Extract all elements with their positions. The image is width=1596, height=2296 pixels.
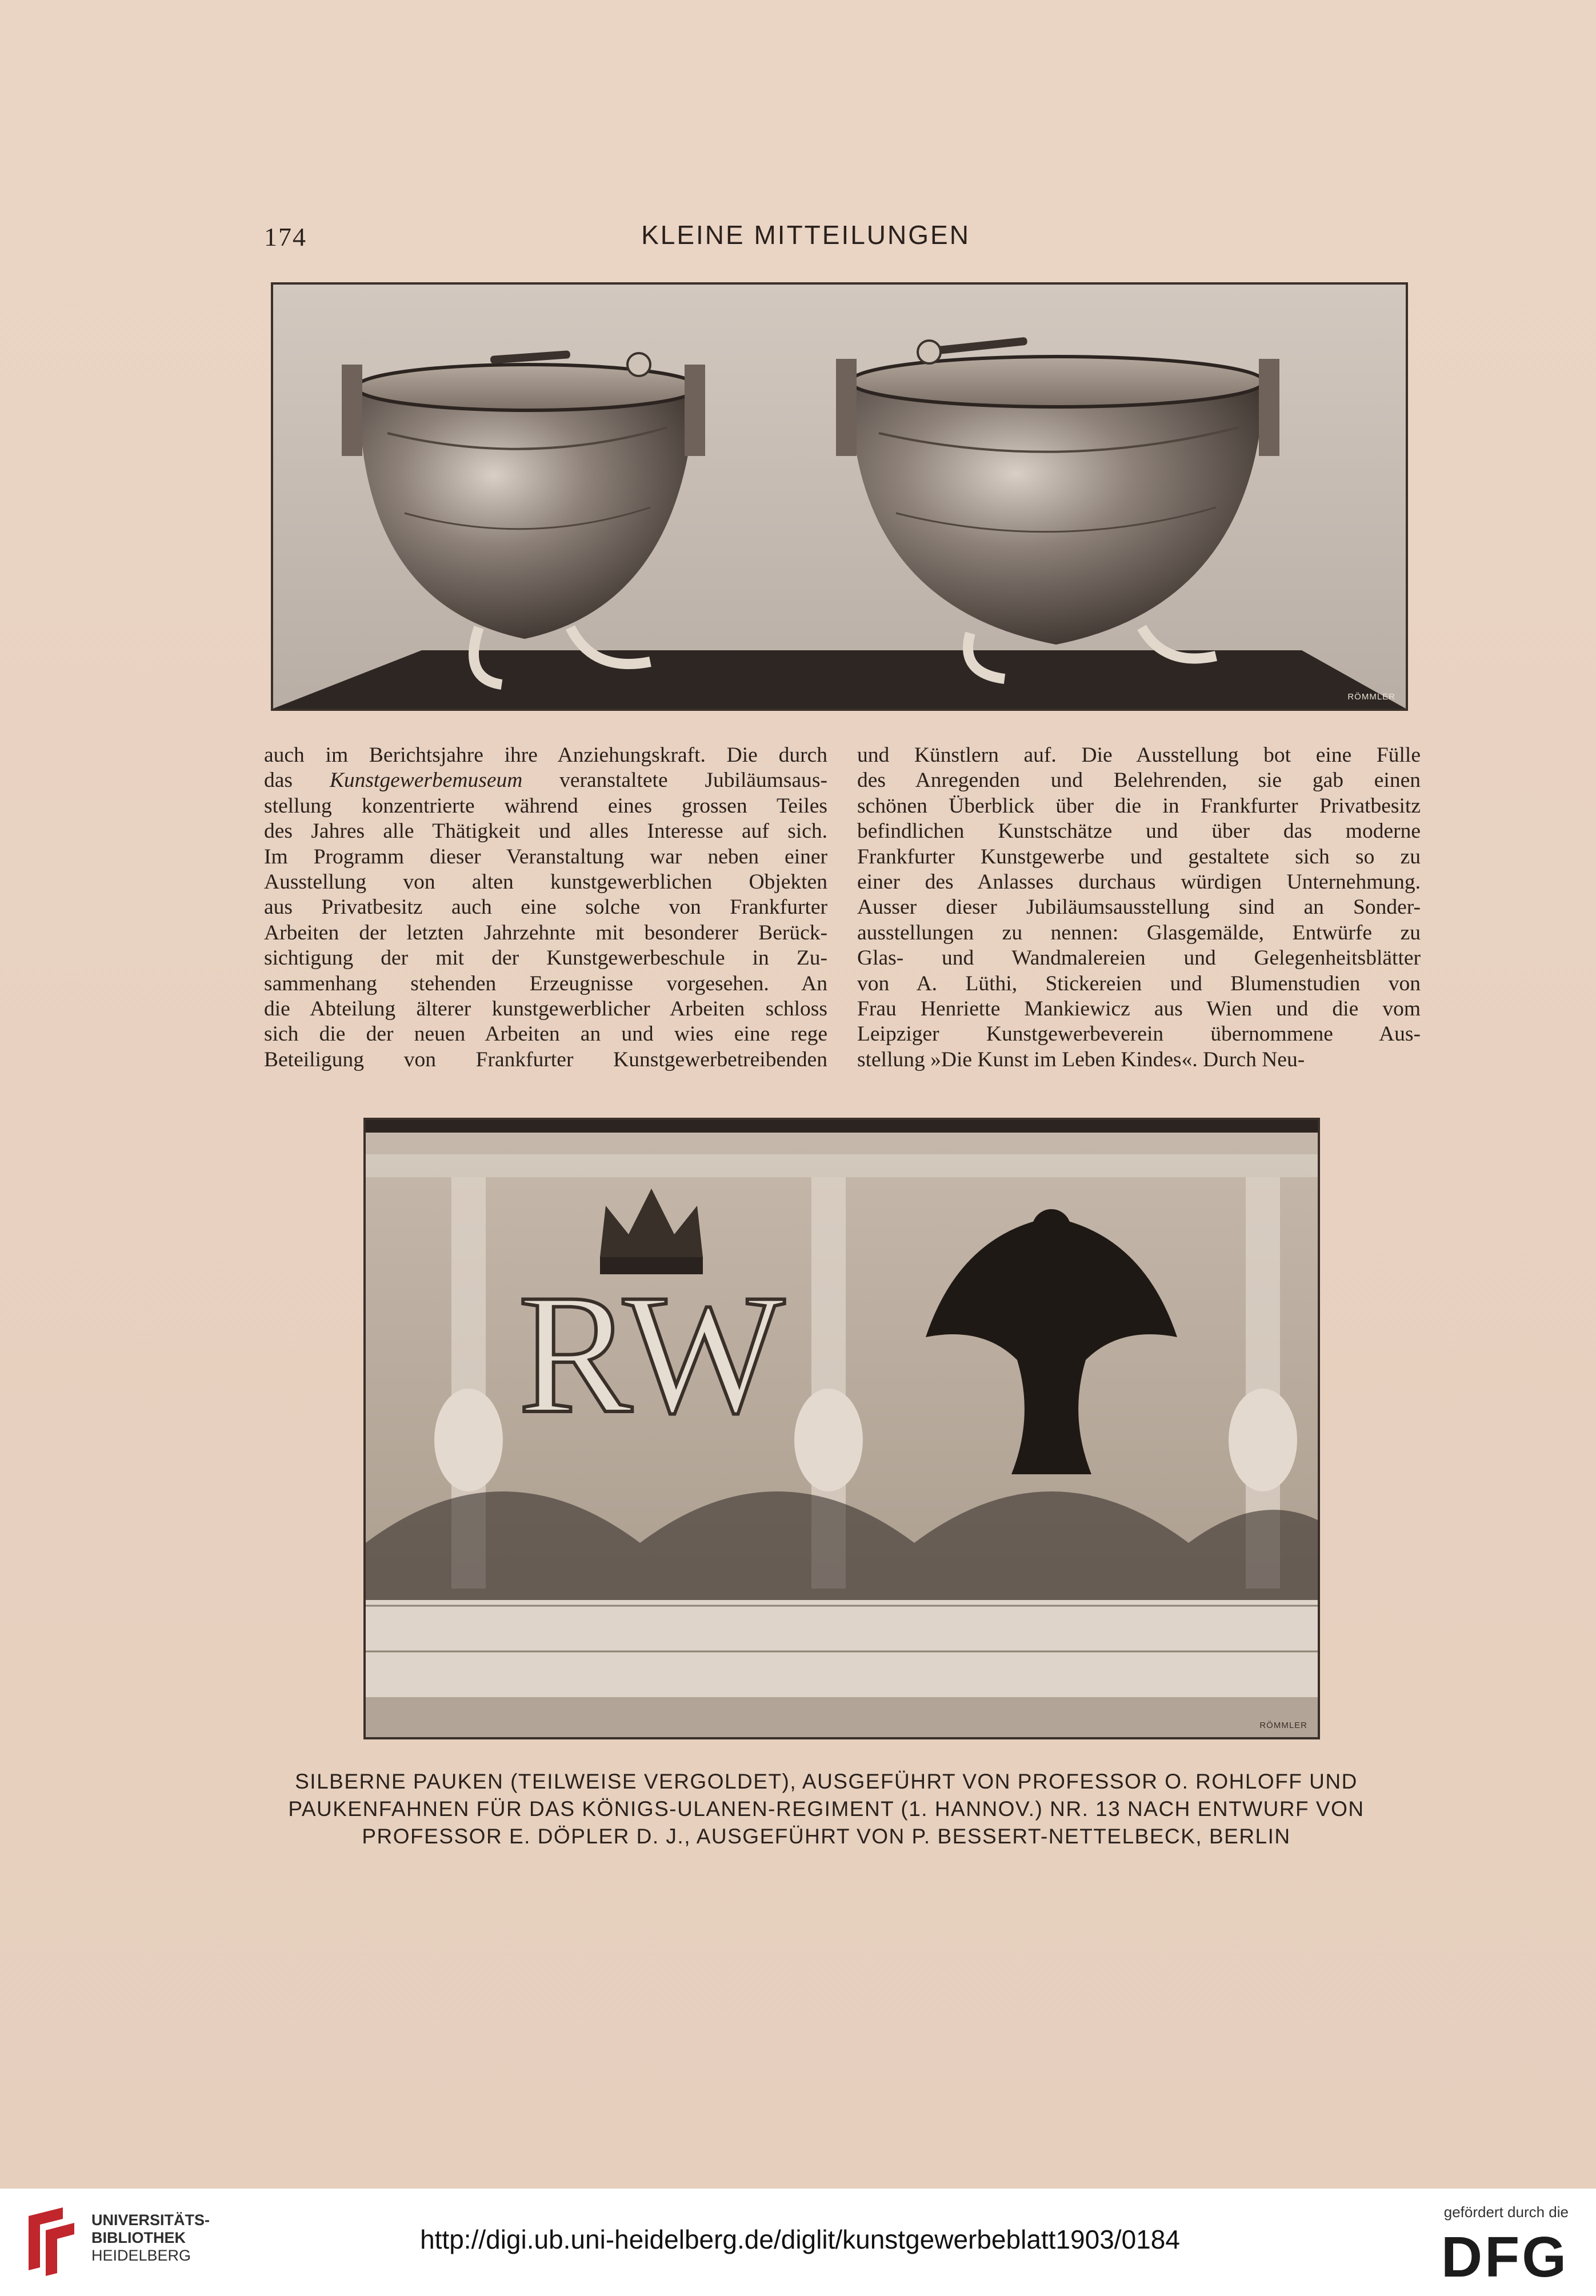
drum-banner-photo [363, 1118, 1320, 1739]
text-line: Beteiligung von Frankfurter Kunstgewerbetreibenden [264, 1047, 827, 1071]
text-line: Arbeiten der letzten Jahrzehnte mit besonderer Berück- [264, 921, 827, 945]
page-number: 174 [264, 222, 307, 251]
running-title: KLEINE MITTEILUNGEN [641, 220, 970, 250]
kettle-drums-photo [271, 282, 1408, 711]
text-line: Leipziger Kunstgewerbeverein übernommene Aus- [857, 1022, 1421, 1046]
text-line: auch im Berichtsjahre ihre Anziehungskraft. Die durch [264, 743, 827, 767]
text-line: des Anregenden und Belehrenden, sie gab einen [857, 769, 1421, 793]
caption-line: PROFESSOR E. DÖPLER D. J., AUSGEFÜHRT VON P. BESSERT-NETTELBECK, BERLIN [362, 1825, 1291, 1848]
library-name-line: UNIVERSITÄTS- [91, 2211, 210, 2229]
library-name-line: HEIDELBERG [91, 2247, 191, 2264]
text-fragment: das [264, 769, 293, 793]
text-fragment: veranstaltete Jubiläumsaus- [559, 769, 827, 793]
text-line: des Jahres alle Thätigkeit und alles Interesse auf sich. [264, 819, 827, 843]
text-line: sich die der neuen Arbeiten an und wies eine rege [264, 1022, 827, 1046]
text-line: von A. Lüthi, Stickereien und Blumenstudien von [857, 971, 1421, 995]
library-name-line: BIBLIOTHEK [91, 2229, 186, 2246]
drum-banner-illustration [366, 1120, 1318, 1737]
text-line: ausstellungen zu nennen: Glasgemälde, Entwürfe zu [857, 921, 1421, 945]
svg-text:RW: RW [518, 1259, 785, 1449]
text-line: Ausstellung von alten kunstgewerblichen Objekten [264, 870, 827, 894]
text-line: schönen Überblick über die in Frankfurter Privatbesitz [857, 794, 1421, 818]
university-library-logo-icon [17, 2205, 86, 2279]
digitization-footer [0, 2189, 1596, 2296]
caption-line: PAUKENFAHNEN FÜR DAS KÖNIGS-ULANEN-REGIMENT (1. HANNOV.) NR. 13 NACH ENTWURF VON [288, 1797, 1365, 1821]
text-line: Im Programm dieser Veranstaltung war neben einer [264, 845, 827, 869]
text-line: Frankfurter Kunstgewerbe und gestaltete sich so zu [857, 845, 1421, 869]
text-line: die Abteilung älterer kunstgewerblicher Arbeiten schloss [264, 997, 827, 1021]
text-line: aus Privatbesitz auch eine solche von Frankfurter [264, 895, 827, 919]
text-line: und Künstlern auf. Die Ausstellung bot eine Fülle [857, 743, 1421, 767]
dfg-logo: DFG [1441, 2225, 1569, 2289]
photographer-credit: RÖMMLER [1259, 1721, 1307, 1730]
figure-caption [229, 1768, 1424, 1850]
text-line: sichtigung der mit der Kunstgewerbeschule in Zu- [264, 946, 827, 970]
text-line: Glas- und Wandmalereien und Gelegenheitsblätter [857, 946, 1421, 970]
text-line: einer des Anlasses durchaus würdigen Unternehmung. [857, 870, 1421, 894]
photographer-credit: RÖMMLER [1347, 692, 1395, 702]
text-line [264, 768, 827, 793]
left-column [264, 743, 827, 1073]
right-column [857, 743, 1421, 1073]
permalink-url[interactable]: http://digi.ub.uni-heidelberg.de/diglit/kunstgewerbeblatt1903/0184 [420, 2225, 1180, 2254]
text-line: stellung »Die Kunst im Leben Kindes«. Durch Neu- [857, 1047, 1305, 1071]
text-line: Frau Henriette Mankiewicz aus Wien und die vom [857, 997, 1421, 1021]
text-line: stellung konzentrierte während eines grossen Teiles [264, 794, 827, 818]
text-line: Ausser dieser Jubiläumsausstellung sind an Sonder- [857, 895, 1421, 919]
caption-line: SILBERNE PAUKEN (TEILWEISE VERGOLDET), AUSGEFÜHRT VON PROFESSOR O. ROHLOFF UND [295, 1770, 1358, 1793]
text-line: sammenhang stehenden Erzeugnisse vorgesehen. An [264, 971, 827, 995]
funding-note: gefördert durch die [1443, 2203, 1569, 2221]
body-text [264, 743, 1421, 1086]
italic-term: Kunstgewerbemuseum [329, 769, 523, 793]
text-line: befindlichen Kunstschätze und über das moderne [857, 819, 1421, 843]
library-name [91, 2211, 210, 2265]
kettle-drums-illustration [273, 285, 1406, 709]
